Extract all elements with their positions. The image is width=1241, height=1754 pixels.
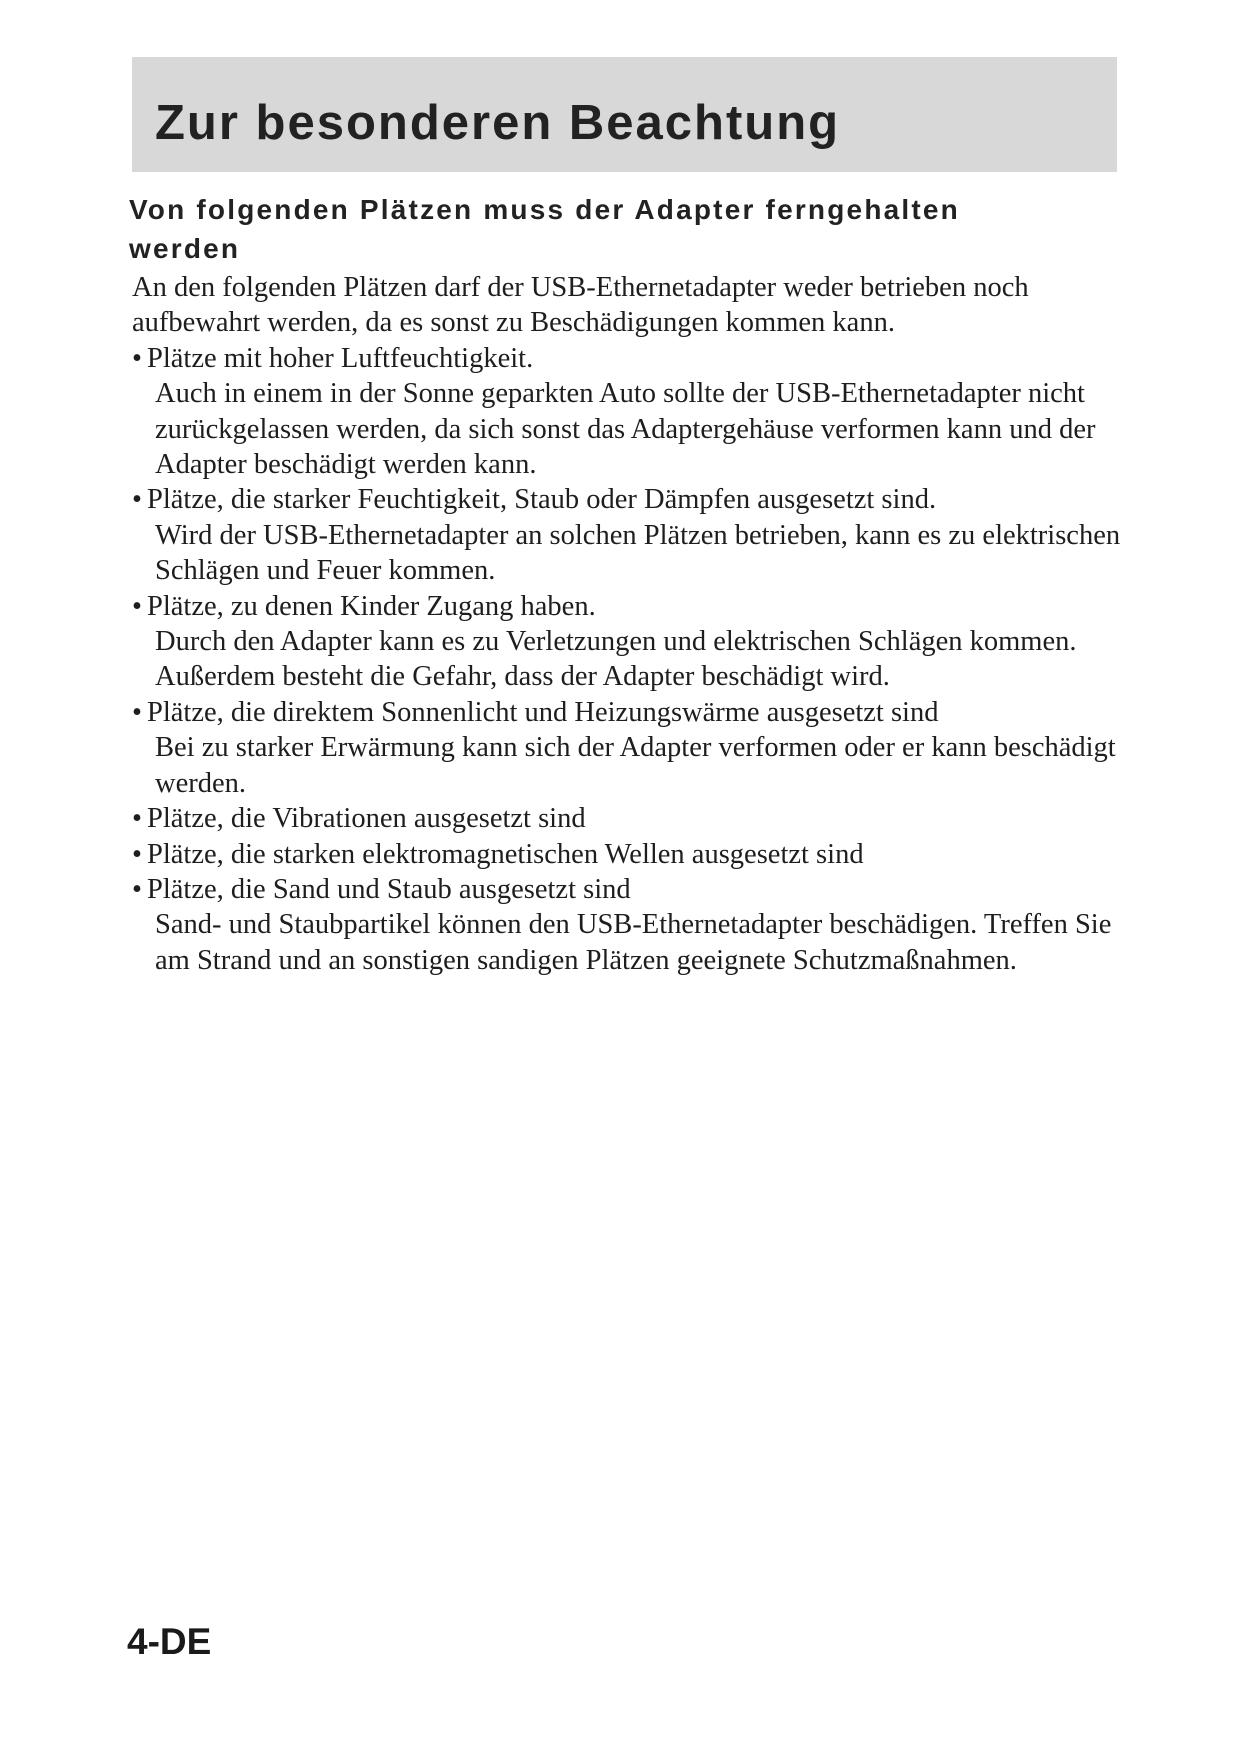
bullet-heading (132, 695, 1132, 730)
bullet-icon: • (132, 484, 142, 516)
intro-paragraph: An den folgenden Plätzen darf der USB-Ethernetadapter weder betrieben noch aufbewahrt werden, da es sonst zu Beschädigungen kommen kann. (132, 272, 1029, 339)
bullet-description: Bei zu starker Erwärmung kann sich der Adapter verformen oder er kann beschädigt werden. (155, 732, 1116, 799)
bullet-icon: • (132, 873, 142, 905)
bullet-list (132, 341, 1132, 978)
bullet-heading (132, 837, 1132, 872)
bullet-heading (132, 872, 1132, 907)
list-item (132, 341, 1132, 483)
bullet-heading (132, 482, 1132, 517)
list-item (132, 801, 1132, 836)
bullet-icon: • (132, 696, 142, 728)
bullet-icon: • (132, 342, 142, 374)
list-item (132, 589, 1132, 695)
bullet-heading-text: Plätze, zu denen Kinder Zugang haben. (147, 590, 596, 622)
body-text (132, 270, 1132, 978)
list-item (132, 837, 1132, 872)
bullet-heading (132, 589, 1132, 624)
list-item (132, 872, 1132, 978)
list-item (132, 695, 1132, 801)
bullet-description: Durch den Adapter kann es zu Verletzungen und elektrischen Schlägen kommen. Außerdem besteht die Gefahr, dass der Adapter beschädigt wird. (155, 626, 1077, 693)
bullet-heading-text: Plätze, die starken elektromagnetischen Wellen ausgesetzt sind (147, 838, 864, 870)
page-title: Zur besonderen Beachtung (155, 96, 841, 150)
bullet-icon: • (132, 803, 142, 835)
bullet-heading-text: Plätze, die direktem Sonnenlicht und Heizungswärme ausgesetzt sind (147, 696, 939, 728)
bullet-heading-text: Plätze, die starker Feuchtigkeit, Staub oder Dämpfen ausgesetzt sind. (147, 484, 937, 516)
bullet-description: Sand- und Staubpartikel können den USB-Ethernetadapter beschädigen. Treffen Sie am Strand und an sonstigen sandigen Plätzen geeignete Schutzmaßnahmen. (155, 909, 1112, 976)
bullet-description: Wird der USB-Ethernetadapter an solchen Plätzen betrieben, kann es zu elektrischen Schlägen und Feuer kommen. (155, 519, 1121, 587)
bullet-heading-text: Plätze mit hoher Luftfeuchtigkeit. (147, 342, 534, 374)
bullet-heading-text: Plätze, die Vibrationen ausgesetzt sind (147, 803, 586, 835)
bullet-heading-text: Plätze, die Sand und Staub ausgesetzt sind (147, 873, 631, 905)
bullet-heading (132, 801, 1132, 836)
list-item (132, 482, 1132, 588)
section-heading: Von folgenden Plätzen muss der Adapter ferngehalten werden (129, 194, 960, 264)
bullet-description: Auch in einem in der Sonne geparkten Auto sollte der USB-Ethernetadapter nicht zurückgelassen werden, da sich sonst das Adaptergehäuse verformen kann und der Adapter beschädigt werden kann. (155, 378, 1096, 481)
bullet-icon: • (132, 838, 142, 870)
title-bar (132, 57, 1117, 172)
page-number: 4-DE (127, 1621, 212, 1662)
bullet-heading (132, 341, 1132, 376)
bullet-icon: • (132, 590, 142, 622)
